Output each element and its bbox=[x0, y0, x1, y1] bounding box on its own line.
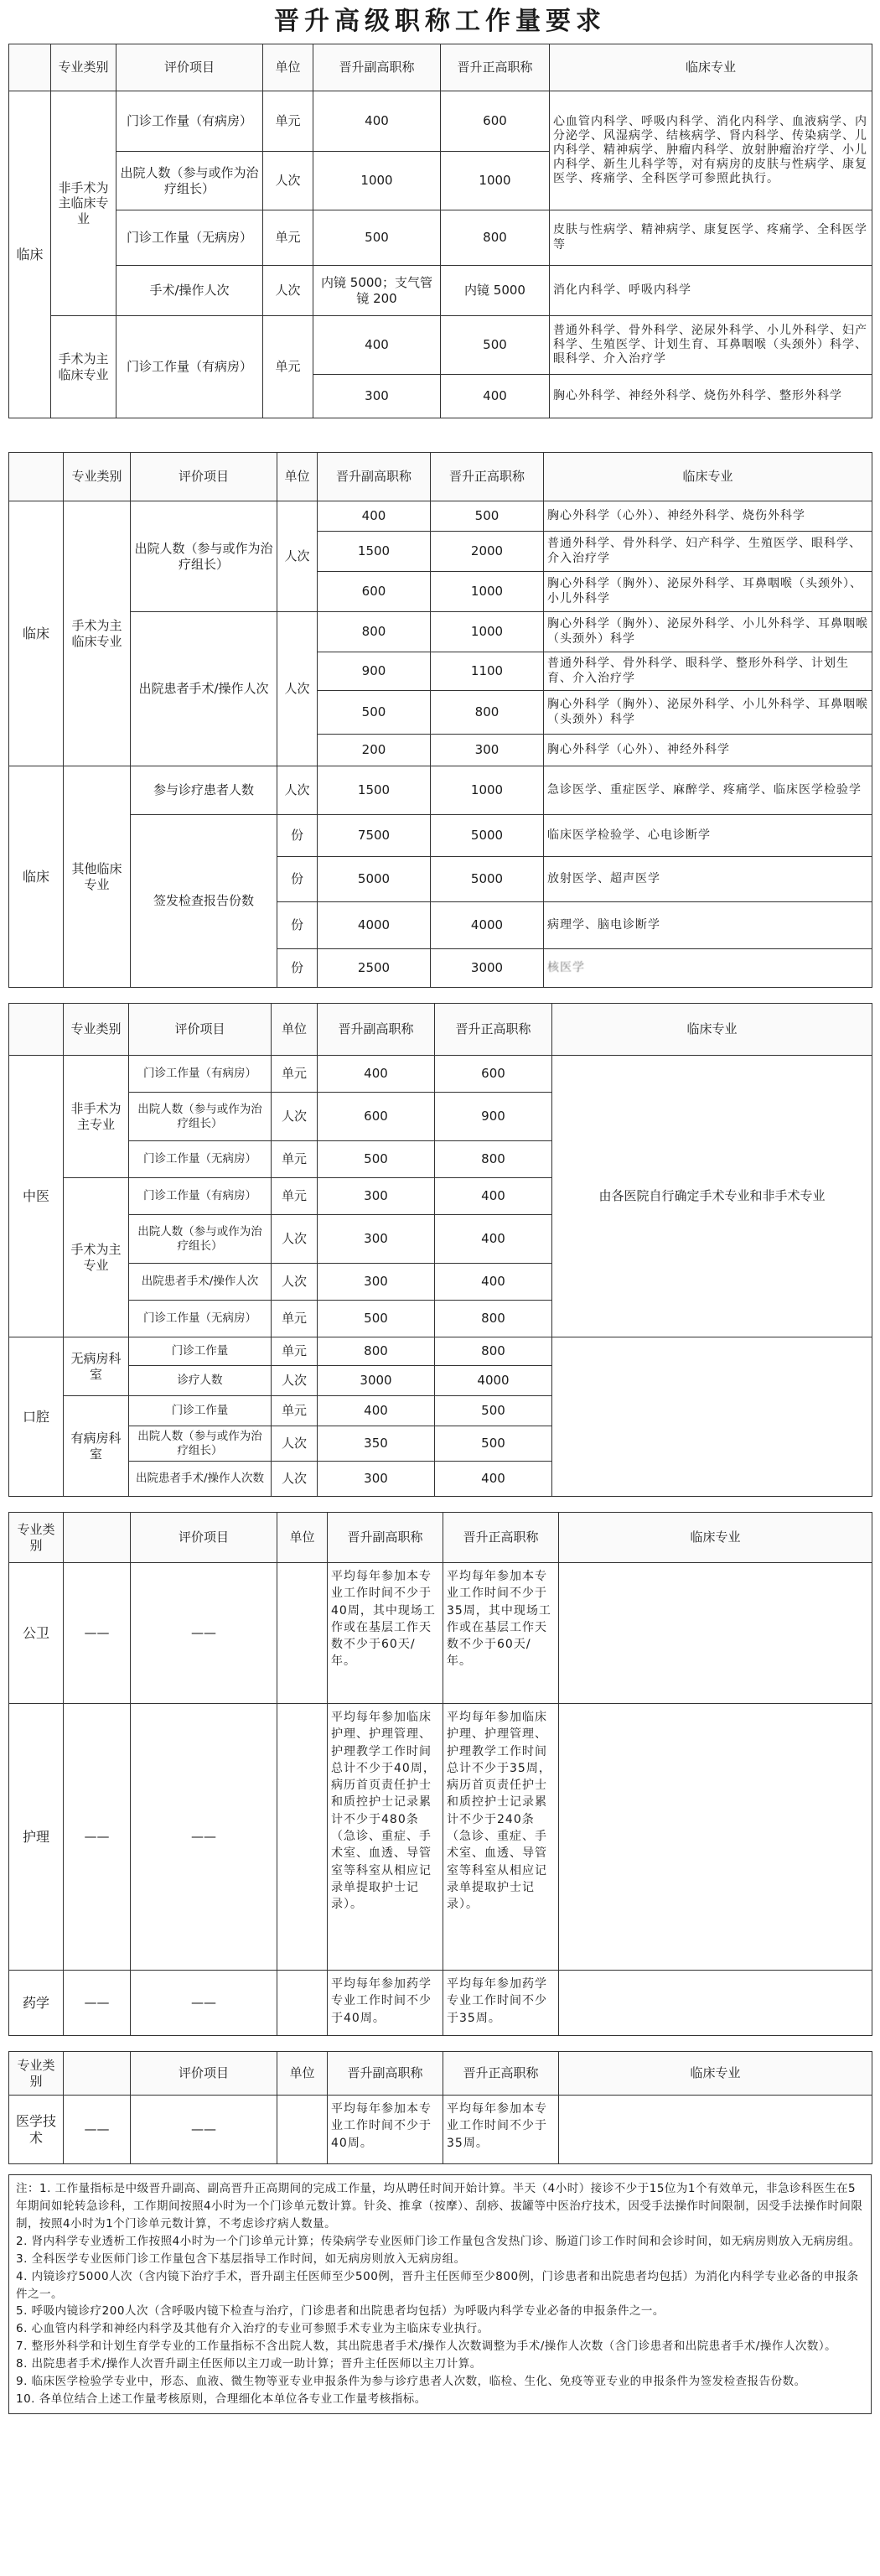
specialty-cell: 胸心外科学（心外）、神经外科学 bbox=[544, 735, 872, 766]
senior-value: 400 bbox=[435, 1462, 552, 1497]
unit-cell: 单元 bbox=[263, 210, 313, 266]
associate-value: 500 bbox=[318, 691, 431, 735]
associate-value: 1500 bbox=[318, 532, 431, 572]
senior-value: 400 bbox=[441, 375, 550, 418]
workload-table-clinical-2 bbox=[8, 452, 872, 988]
header-associate: 晋升副高职称 bbox=[318, 1004, 435, 1056]
associate-value: 300 bbox=[318, 1215, 435, 1264]
eval-item: 出院人数（参与或作为治疗组长） bbox=[129, 1093, 272, 1141]
header-item: 评价项目 bbox=[116, 44, 263, 91]
header-senior: 晋升正高职称 bbox=[435, 1004, 552, 1056]
senior-value: 1000 bbox=[431, 612, 544, 652]
sub-category: 其他临床专业 bbox=[64, 766, 131, 988]
specialty-cell: 急诊医学、重症医学、麻醉学、疼痛学、临床医学检验学 bbox=[544, 766, 872, 815]
specialty-cell: 普通外科学、骨外科学、眼科学、整形外科学、计划生育、介入治疗学 bbox=[544, 652, 872, 691]
note-item: 3. 全科医学专业医师门诊工作量包含下基层指导工作时间，如无病房则放入无病房组。 bbox=[16, 2251, 466, 2266]
header-category: 专业类别 bbox=[64, 453, 131, 501]
specialty-cell: 由各医院自行确定手术专业和非手术专业 bbox=[552, 1056, 872, 1337]
associate-value: 1500 bbox=[318, 766, 431, 815]
header-senior: 晋升正高职称 bbox=[431, 453, 544, 501]
senior-value: 900 bbox=[435, 1093, 552, 1141]
unit-cell: 份 bbox=[277, 857, 318, 902]
specialty-cell: 胸心外科学（胸外）、泌尿外科学、耳鼻咽喉（头颈外）、小儿外科学 bbox=[544, 572, 872, 612]
specialty-cell: 心血管内科学、呼吸内科学、消化内科学、血液病学、内分泌学、风湿病学、结核病学、肾内科学、传染病学、儿内科学、精神病学、肿瘤内科学、放射肿瘤治疗学、小儿内科学、新生儿科学等，对有病房的皮肤与性病学、康复医学、疼痛学、全科医学可参照此执行。 bbox=[550, 91, 872, 210]
associate-value: 400 bbox=[318, 1056, 435, 1093]
header-senior: 晋升正高职称 bbox=[443, 2052, 559, 2096]
unit-cell: 单元 bbox=[263, 316, 313, 418]
header-category: 专业类别 bbox=[9, 1513, 64, 1563]
note-item: 8. 出院患者手术/操作人次晋升副主任医师以主刀或一助计算；晋升主任医师以主刀计算。 bbox=[16, 2357, 482, 2371]
dash-cell: —— bbox=[64, 1563, 131, 1704]
unit-cell: 份 bbox=[277, 902, 318, 949]
associate-value: 300 bbox=[318, 1462, 435, 1497]
associate-value: 300 bbox=[313, 375, 441, 418]
specialty-cell-empty bbox=[559, 1704, 872, 1971]
unit-cell: 人次 bbox=[277, 501, 318, 612]
associate-value: 平均每年参加本专业工作时间不少于40周，其中现场工作或在基层工作天数不少于60天/年。 bbox=[328, 1563, 443, 1704]
unit-cell bbox=[277, 1704, 328, 1971]
unit-cell: 人次 bbox=[272, 1462, 318, 1497]
eval-item: 门诊工作量（有病房） bbox=[116, 91, 263, 152]
senior-value: 800 bbox=[435, 1337, 552, 1366]
table-row bbox=[9, 612, 872, 652]
senior-value: 600 bbox=[435, 1056, 552, 1093]
dash-cell: —— bbox=[131, 2096, 277, 2164]
note-item: 7. 整形外科学和计划生育学专业的工作量指标不含出院人数，其出院患者手术/操作人次数调整为手术/操作人次数（含门诊患者和出院患者手术/操作人次数）。 bbox=[16, 2340, 837, 2354]
header-blank bbox=[64, 1513, 131, 1563]
eval-item: 门诊工作量（无病房） bbox=[129, 1301, 272, 1337]
sub-category: 手术为主临床专业 bbox=[51, 316, 116, 418]
specialty-cell: 普通外科学、骨外科学、泌尿外科学、小儿外科学、妇产科学、生殖医学、计划生育、耳鼻咽喉（头颈外）科学、眼科学、介入治疗学 bbox=[550, 316, 872, 375]
unit-cell bbox=[277, 1971, 328, 2036]
unit-cell: 单元 bbox=[272, 1178, 318, 1215]
note-item: 10. 各单位结合上述工作量考核原则，合理细化本单位各专业工作量考核指标。 bbox=[16, 2392, 427, 2407]
senior-value: 400 bbox=[435, 1264, 552, 1301]
eval-item: 出院人数（参与或作为治疗组长） bbox=[131, 501, 277, 612]
eval-item: 门诊工作量（有病房） bbox=[129, 1178, 272, 1215]
dash-cell: —— bbox=[131, 1704, 277, 1971]
table-row bbox=[9, 1563, 872, 1704]
header-associate: 晋升副高职称 bbox=[318, 453, 431, 501]
associate-value: 500 bbox=[318, 1141, 435, 1178]
table-header-row bbox=[9, 1513, 872, 1563]
sub-category: 手术为主临床专业 bbox=[64, 501, 131, 766]
unit-cell: 份 bbox=[277, 815, 318, 857]
associate-value: 300 bbox=[318, 1178, 435, 1215]
senior-value: 5000 bbox=[431, 815, 544, 857]
unit-cell: 人次 bbox=[272, 1366, 318, 1396]
senior-value: 4000 bbox=[435, 1366, 552, 1396]
header-blank bbox=[9, 44, 51, 91]
senior-value: 2000 bbox=[431, 532, 544, 572]
unit-cell: 人次 bbox=[263, 152, 313, 210]
workload-table-tcm-oral bbox=[8, 1003, 872, 1497]
associate-value: 2500 bbox=[318, 949, 431, 988]
senior-value: 1000 bbox=[431, 572, 544, 612]
eval-item: 门诊工作量（有病房） bbox=[116, 316, 263, 418]
senior-value: 800 bbox=[435, 1141, 552, 1178]
associate-value: 900 bbox=[318, 652, 431, 691]
dash-cell: —— bbox=[131, 1563, 277, 1704]
unit-cell bbox=[277, 2096, 328, 2164]
specialty-cell: 核医学 bbox=[544, 949, 872, 988]
dash-cell: —— bbox=[64, 1704, 131, 1971]
table-row bbox=[9, 1337, 872, 1366]
senior-value: 600 bbox=[441, 91, 550, 152]
eval-item: 门诊工作量（有病房） bbox=[129, 1056, 272, 1093]
header-item: 评价项目 bbox=[129, 1004, 272, 1056]
associate-value: 500 bbox=[313, 210, 441, 266]
associate-value: 平均每年参加药学专业工作时间不少于40周。 bbox=[328, 1971, 443, 2036]
unit-cell: 单元 bbox=[272, 1141, 318, 1178]
eval-item: 门诊工作量 bbox=[129, 1396, 272, 1426]
specialty-cell: 皮肤与性病学、精神病学、康复医学、疼痛学、全科医学等 bbox=[550, 210, 872, 266]
senior-value: 3000 bbox=[431, 949, 544, 988]
main-category: 中医 bbox=[9, 1056, 64, 1337]
note-item: 4. 内镜诊疗5000人次（含内镜下治疗手术，晋升副主任医师至少500例，晋升主任医师至少800例，门诊患者和出院患者均包括）为消化内科学专业必备的申报条件之一。 bbox=[16, 2269, 859, 2301]
unit-cell: 人次 bbox=[272, 1264, 318, 1301]
main-category: 临床 bbox=[9, 501, 64, 766]
associate-value: 400 bbox=[318, 501, 431, 532]
unit-cell: 份 bbox=[277, 949, 318, 988]
specialty-cell: 放射医学、超声医学 bbox=[544, 857, 872, 902]
associate-value: 300 bbox=[318, 1264, 435, 1301]
specialty-cell-empty bbox=[559, 1971, 872, 2036]
header-blank bbox=[64, 2052, 131, 2096]
senior-value: 5000 bbox=[431, 857, 544, 902]
eval-item: 门诊工作量（无病房） bbox=[129, 1141, 272, 1178]
unit-cell: 单元 bbox=[272, 1337, 318, 1366]
table-row bbox=[9, 1971, 872, 2036]
senior-value: 500 bbox=[435, 1396, 552, 1426]
associate-value: 1000 bbox=[313, 152, 441, 210]
header-item: 评价项目 bbox=[131, 2052, 277, 2096]
main-category: 口腔 bbox=[9, 1337, 64, 1497]
table-header-row bbox=[9, 2052, 872, 2096]
eval-item: 出院患者手术/操作人次 bbox=[129, 1264, 272, 1301]
associate-value: 4000 bbox=[318, 902, 431, 949]
unit-cell: 人次 bbox=[263, 266, 313, 316]
specialty-cell-empty bbox=[559, 2096, 872, 2164]
associate-value: 600 bbox=[318, 572, 431, 612]
senior-value: 400 bbox=[435, 1215, 552, 1264]
eval-item: 门诊工作量（无病房） bbox=[116, 210, 263, 266]
eval-item: 参与诊疗患者人数 bbox=[131, 766, 277, 815]
eval-item: 出院人数（参与或作为治疗组长） bbox=[129, 1215, 272, 1264]
unit-cell: 单元 bbox=[263, 91, 313, 152]
table-header-row bbox=[9, 44, 872, 91]
workload-table-public-health bbox=[8, 1512, 872, 2036]
note-item: 注：1. 工作量指标是中级晋升副高、副高晋升正高期间的完成工作量，均从聘任时间开始计算。半天（4小时）接诊不少于15位为1个有效单元，非急诊科医生在5年期间如轮转急诊科，工作期间按照4小时为一个门诊单元数计算。针灸、推拿（按摩）、刮痧、拔罐等中医治疗技术，因受手法操作时间限制，因受手法操作时间限制，按照4小时为1个门诊单元数计算，不考虑诊疗病人数量。 bbox=[16, 2182, 863, 2231]
associate-value: 800 bbox=[318, 612, 431, 652]
unit-cell bbox=[277, 1563, 328, 1704]
header-item: 评价项目 bbox=[131, 453, 277, 501]
eval-item: 出院人数（参与或作为治疗组长） bbox=[129, 1426, 272, 1462]
header-unit: 单位 bbox=[277, 1513, 328, 1563]
table-header-row bbox=[9, 1004, 872, 1056]
senior-value: 平均每年参加本专业工作时间不少于35周，其中现场工作或在基层工作天数不少于60天/年。 bbox=[443, 1563, 559, 1704]
header-senior: 晋升正高职称 bbox=[441, 44, 550, 91]
note-item: 2. 肾内科学专业透析工作按照4小时为一个门诊单元计算；传染病学专业医师门诊工作量包含发热门诊、肠道门诊工作时间和会诊时间，如无病房则放入无病房组。 bbox=[16, 2234, 861, 2248]
table-row bbox=[9, 316, 872, 375]
table-header-row bbox=[9, 453, 872, 501]
header-specialty: 临床专业 bbox=[552, 1004, 872, 1056]
notes-section bbox=[8, 2174, 872, 2414]
note-item: 5. 呼吸内镜诊疗200人次（含呼吸内镜下检查与治疗，门诊患者和出院患者均包括）为呼吸内科学专业必备的申报条件之一。 bbox=[16, 2304, 665, 2319]
main-category: 医学技术 bbox=[9, 2096, 64, 2164]
specialty-cell: 消化内科学、呼吸内科学 bbox=[550, 266, 872, 316]
dash-cell: —— bbox=[64, 1971, 131, 2036]
header-specialty: 临床专业 bbox=[559, 2052, 872, 2096]
unit-cell: 单元 bbox=[272, 1396, 318, 1426]
associate-value: 200 bbox=[318, 735, 431, 766]
main-category: 公卫 bbox=[9, 1563, 64, 1704]
header-item: 评价项目 bbox=[131, 1513, 277, 1563]
associate-value: 平均每年参加临床护理、护理管理、护理教学工作时间总计不少于40周，病历首页责任护士和质控护士记录累计不少于480条（急诊、重症、手术室、血透、导管室等科室从相应记录单提取护士记录）。 bbox=[328, 1704, 443, 1971]
eval-item: 出院患者手术/操作人次数 bbox=[129, 1462, 272, 1497]
unit-cell: 人次 bbox=[272, 1426, 318, 1462]
eval-item: 出院人数（参与或作为治疗组长） bbox=[116, 152, 263, 210]
unit-cell: 单元 bbox=[272, 1056, 318, 1093]
header-associate: 晋升副高职称 bbox=[313, 44, 441, 91]
senior-value: 平均每年参加药学专业工作时间不少于35周。 bbox=[443, 1971, 559, 2036]
sub-category: 无病房科室 bbox=[64, 1337, 129, 1396]
senior-value: 1000 bbox=[441, 152, 550, 210]
senior-value: 平均每年参加本专业工作时间不少于35周。 bbox=[443, 2096, 559, 2164]
specialty-cell: 胸心外科学（心外）、神经外科学、烧伤外科学 bbox=[544, 501, 872, 532]
workload-table-med-tech bbox=[8, 2051, 872, 2164]
sub-category: 非手术为主临床专业 bbox=[51, 91, 116, 316]
eval-item: 门诊工作量 bbox=[129, 1337, 272, 1366]
header-unit: 单位 bbox=[263, 44, 313, 91]
eval-item: 签发检查报告份数 bbox=[131, 815, 277, 988]
header-category: 专业类别 bbox=[9, 2052, 64, 2096]
header-specialty: 临床专业 bbox=[544, 453, 872, 501]
associate-value: 400 bbox=[318, 1396, 435, 1426]
header-associate: 晋升副高职称 bbox=[328, 2052, 443, 2096]
sub-category: 手术为主专业 bbox=[64, 1178, 129, 1337]
main-category: 药学 bbox=[9, 1971, 64, 2036]
header-blank bbox=[9, 1004, 64, 1056]
senior-value: 内镜 5000 bbox=[441, 266, 550, 316]
unit-cell: 人次 bbox=[272, 1093, 318, 1141]
senior-value: 800 bbox=[441, 210, 550, 266]
header-associate: 晋升副高职称 bbox=[328, 1513, 443, 1563]
associate-value: 350 bbox=[318, 1426, 435, 1462]
specialty-cell-empty bbox=[552, 1337, 872, 1497]
senior-value: 500 bbox=[431, 501, 544, 532]
senior-value: 800 bbox=[435, 1301, 552, 1337]
main-category: 临床 bbox=[9, 766, 64, 988]
senior-value: 1000 bbox=[431, 766, 544, 815]
unit-cell: 人次 bbox=[272, 1215, 318, 1264]
unit-cell: 人次 bbox=[277, 766, 318, 815]
senior-value: 500 bbox=[435, 1426, 552, 1462]
sub-category: 有病房科室 bbox=[64, 1396, 129, 1497]
eval-item: 手术/操作人次 bbox=[116, 266, 263, 316]
specialty-cell: 胸心外科学（胸外）、泌尿外科学、小儿外科学、耳鼻咽喉（头颈外）科学 bbox=[544, 691, 872, 735]
specialty-cell: 胸心外科学（胸外）、泌尿外科学、小儿外科学、耳鼻咽喉（头颈外）科学 bbox=[544, 612, 872, 652]
header-unit: 单位 bbox=[277, 453, 318, 501]
associate-value: 400 bbox=[313, 316, 441, 375]
header-blank bbox=[9, 453, 64, 501]
specialty-cell: 病理学、脑电诊断学 bbox=[544, 902, 872, 949]
senior-value: 500 bbox=[441, 316, 550, 375]
senior-value: 800 bbox=[431, 691, 544, 735]
note-item: 6. 心血管内科学和神经内科学及其他有介入治疗的专业可参照手术专业为主临床专业执行。 bbox=[16, 2322, 489, 2336]
specialty-cell: 胸心外科学、神经外科学、烧伤外科学、整形外科学 bbox=[550, 375, 872, 418]
eval-item: 诊疗人数 bbox=[129, 1366, 272, 1396]
workload-table-clinical-1 bbox=[8, 44, 872, 418]
associate-value: 内镜 5000；支气管镜 200 bbox=[313, 266, 441, 316]
associate-value: 400 bbox=[313, 91, 441, 152]
header-category: 专业类别 bbox=[51, 44, 116, 91]
associate-value: 5000 bbox=[318, 857, 431, 902]
specialty-cell: 临床医学检验学、心电诊断学 bbox=[544, 815, 872, 857]
eval-item: 出院患者手术/操作人次 bbox=[131, 612, 277, 766]
unit-cell: 单元 bbox=[272, 1301, 318, 1337]
associate-value: 500 bbox=[318, 1301, 435, 1337]
table-row bbox=[9, 210, 872, 266]
table-row bbox=[9, 1056, 872, 1093]
main-category: 临床 bbox=[9, 91, 51, 418]
table-row bbox=[9, 766, 872, 815]
associate-value: 3000 bbox=[318, 1366, 435, 1396]
associate-value: 800 bbox=[318, 1337, 435, 1366]
main-category: 护理 bbox=[9, 1704, 64, 1971]
senior-value: 平均每年参加临床护理、护理管理、护理教学工作时间总计不少于35周，病历首页责任护士和质控护士记录累计不少于240条（急诊、重症、手术室、血透、导管室等科室从相应记录单提取护士记录）。 bbox=[443, 1704, 559, 1971]
senior-value: 400 bbox=[435, 1178, 552, 1215]
table-row bbox=[9, 266, 872, 316]
header-specialty: 临床专业 bbox=[550, 44, 872, 91]
header-senior: 晋升正高职称 bbox=[443, 1513, 559, 1563]
header-unit: 单位 bbox=[277, 2052, 328, 2096]
note-item: 9. 临床医学检验学专业中，形态、血液、微生物等亚专业申报条件为参与诊疗患者人次数，临检、生化、免疫等亚专业的申报条件为签发检查报告份数。 bbox=[16, 2375, 806, 2389]
senior-value: 300 bbox=[431, 735, 544, 766]
table-row bbox=[9, 91, 872, 152]
page-title: 晋升高级职称工作量要求 bbox=[274, 7, 606, 36]
sub-category: 非手术为主专业 bbox=[64, 1056, 129, 1178]
table-row bbox=[9, 1704, 872, 1971]
senior-value: 4000 bbox=[431, 902, 544, 949]
specialty-cell: 普通外科学、骨外科学、妇产科学、生殖医学、眼科学、介入治疗学 bbox=[544, 532, 872, 572]
senior-value: 1100 bbox=[431, 652, 544, 691]
associate-value: 7500 bbox=[318, 815, 431, 857]
header-category: 专业类别 bbox=[64, 1004, 129, 1056]
associate-value: 600 bbox=[318, 1093, 435, 1141]
table-row bbox=[9, 815, 872, 857]
table-row bbox=[9, 501, 872, 532]
dash-cell: —— bbox=[131, 1971, 277, 2036]
unit-cell: 人次 bbox=[277, 612, 318, 766]
associate-value: 平均每年参加本专业工作时间不少于40周。 bbox=[328, 2096, 443, 2164]
specialty-cell-empty bbox=[559, 1563, 872, 1704]
header-unit: 单位 bbox=[272, 1004, 318, 1056]
dash-cell: —— bbox=[64, 2096, 131, 2164]
header-specialty: 临床专业 bbox=[559, 1513, 872, 1563]
table-row bbox=[9, 2096, 872, 2164]
